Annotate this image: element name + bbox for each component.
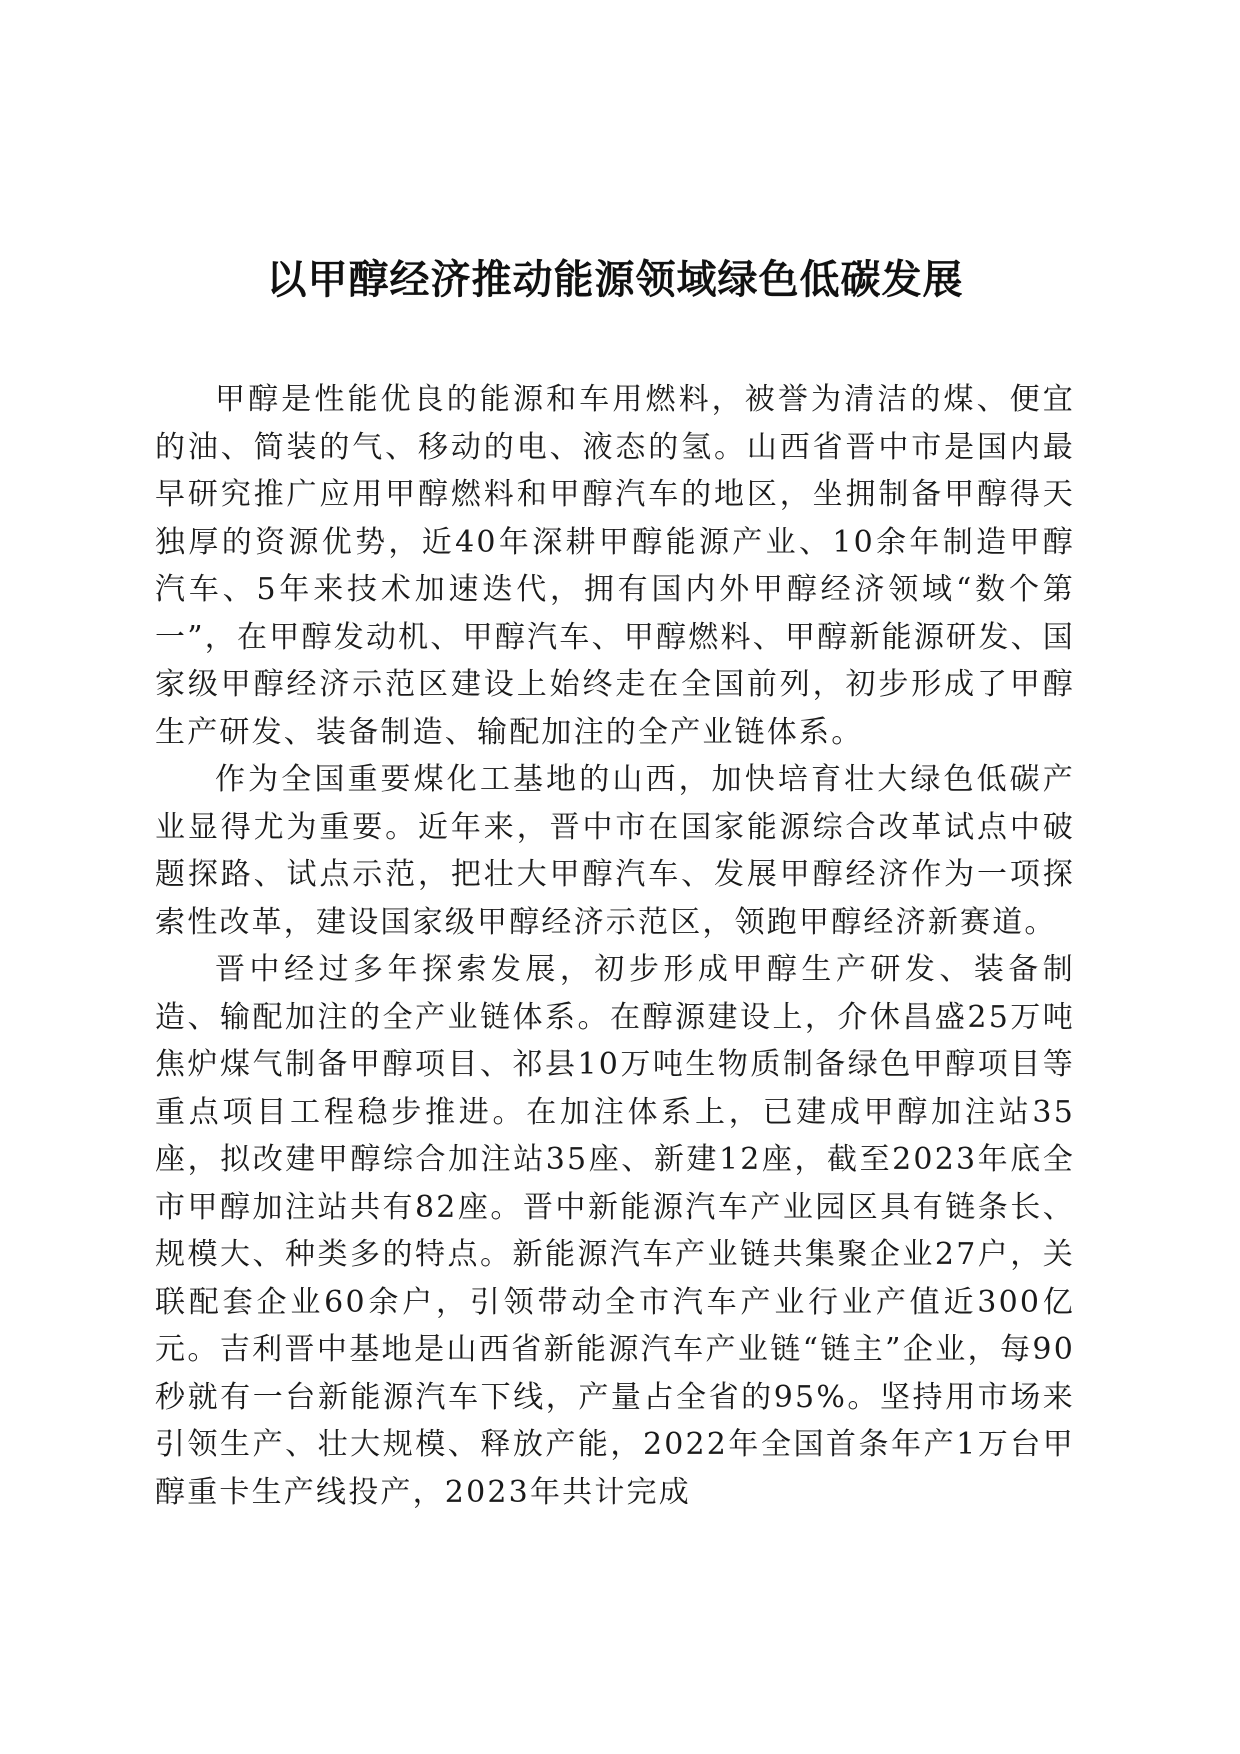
document-title: 以甲醇经济推动能源领域绿色低碳发展 [266, 256, 964, 303]
body-paragraph-3: 晋中经过多年探索发展，初步形成甲醇生产研发、装备制造、输配加注的全产业链体系。在醇源建设上，介休昌盛25万吨焦炉煤气制备甲醇项目、祁县10万吨生物质制备绿色甲醇项目等重点项目工程稳步推进。在加注体系上，已建成甲醇加注站35座，拟改建甲醇综合加注站35座、新建12座，截至2023年底全市甲醇加注站共有82座。晋中新能源汽车产业园区具有链条长、规模大、种类多的特点。新能源汽车产业链共集聚企业27户，关联配套企业60余户，引领带动全市汽车产业行业产值近300亿元。吉利晋中基地是山西省新能源汽车产业链“链主”企业，每90秒就有一台新能源汽车下线，产量占全省的95%。坚持用市场来引领生产、壮大规模、释放产能，2022年全国首条年产1万台甲醇重卡生产线投产，2023年共计完成 [155, 952, 1075, 1510]
body-paragraph-2: 作为全国重要煤化工基地的山西，加快培育壮大绿色低碳产业显得尤为重要。近年来，晋中市在国家能源综合改革试点中破题探路、试点示范，把壮大甲醇汽车、发展甲醇经济作为一项探索性改革，建设国家级甲醇经济示范区，领跑甲醇经济新赛道。 [155, 762, 1075, 940]
document-body [155, 376, 1075, 1516]
body-paragraph-1: 甲醇是性能优良的能源和车用燃料，被誉为清洁的煤、便宜的油、简装的气、移动的电、液态的氢。山西省晋中市是国内最早研究推广应用甲醇燃料和甲醇汽车的地区，坐拥制备甲醇得天独厚的资源优势，近40年深耕甲醇能源产业、10余年制造甲醇汽车、5年来技术加速迭代，拥有国内外甲醇经济领域“数个第一”，在甲醇发动机、甲醇汽车、甲醇燃料、甲醇新能源研发、国家级甲醇经济示范区建设上始终走在全国前列，初步形成了甲醇生产研发、装备制造、输配加注的全产业链体系。 [155, 382, 1075, 750]
